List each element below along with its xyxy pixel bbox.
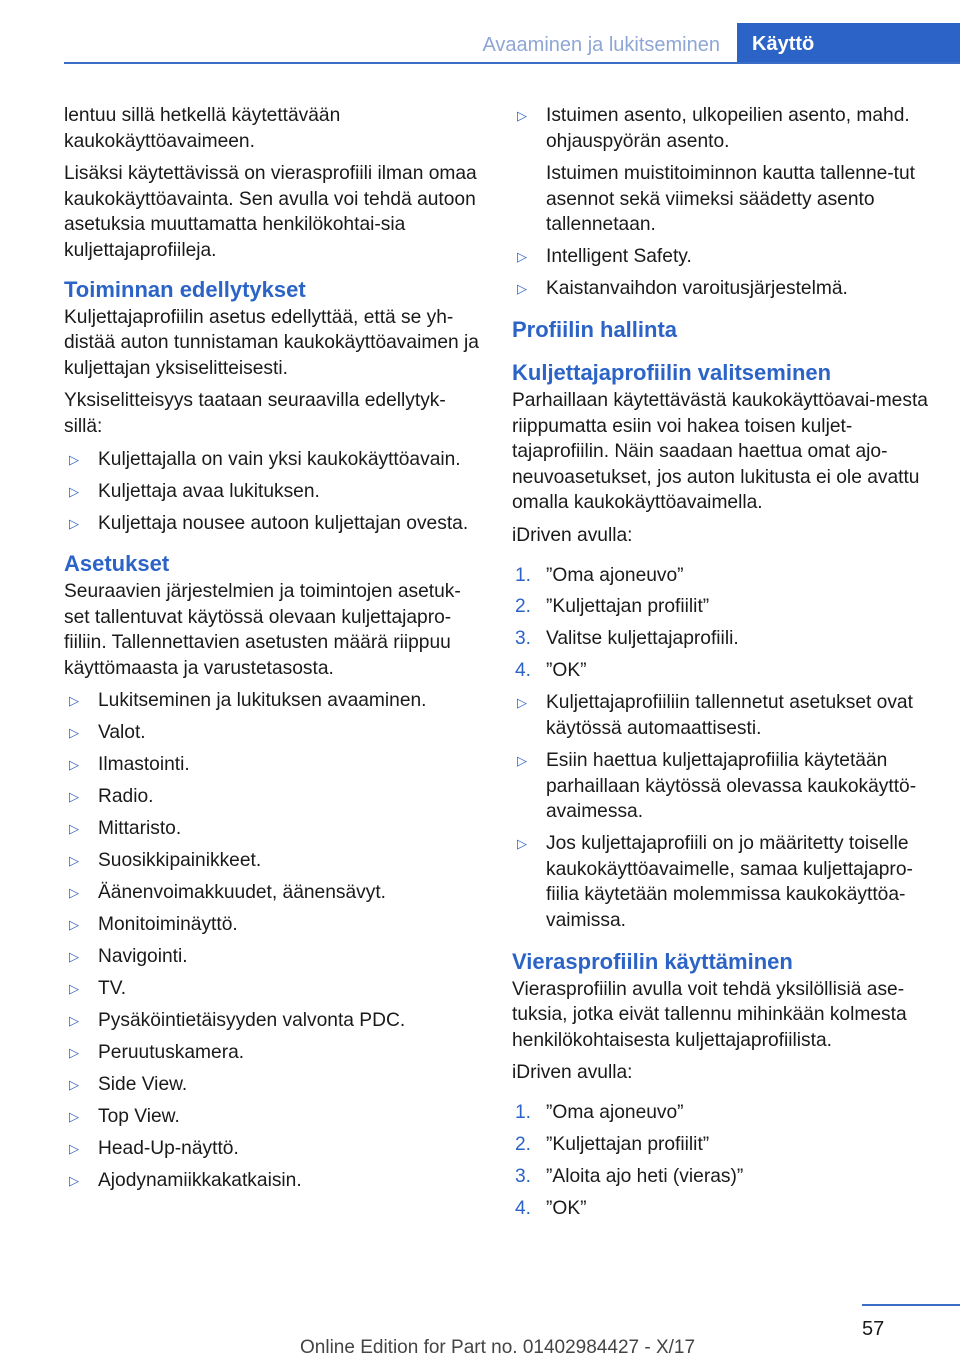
triangle-bullet-icon: ▷ [517,249,527,265]
settings-list [64,688,480,1193]
list-item: ▷ Valot. [64,720,480,746]
list-item: ▷ Jos kuljettajaprofiili on jo määritetty toiselle kaukokäyttöavaimelle, samaa kuljettajapro-fiilia käytetään molemmissa kaukokäyttöa-vaimissa. [517,833,913,931]
list-item: ▷ Kuljettaja avaa lukituksen. [64,479,480,505]
right-column [512,103,928,1228]
step-item: 2. ”Kuljettajan profiilit” [512,594,928,620]
body-paragraph: Seuraavien järjestelmien ja toimintojen asetuk-set tallentuvat käytössä olevaan kuljettajapro-fiiliin. Tallennettavien asetusten määrä riippuu käyttömaasta ja varustetasosta. [64,581,461,679]
list-item: ▷ Monitoiminäyttö. [64,912,480,938]
body-paragraph: Vierasprofiilin avulla voit tehdä yksilöllisiä ase-tuksia, jotka eivät tallennu mihinkään kolmesta henkilökohtaisesta kuljettajaprofiilista. [512,978,907,1051]
step-number: 1. [515,1101,532,1123]
list-item: ▷ Peruutuskamera. [64,1040,480,1066]
list-item: ▷ Kuljettajaprofiiliin tallennetut asetukset ovat käytössä automaattisesti. [517,692,913,740]
left-column [64,103,480,1200]
triangle-bullet-icon: ▷ [69,757,79,773]
page-number: 57 [862,1318,885,1340]
section-heading-select-profile: Kuljettajaprofiilin valitseminen [512,359,832,385]
section-heading-guest-profile: Vierasprofiilin käyttäminen [512,948,793,974]
step-item: 2. ”Kuljettajan profiilit” [512,1132,928,1158]
list-item: ▷ Kuljettajalla on vain yksi kaukokäyttöavain. [64,447,480,473]
intro-paragraph: lentuu sillä hetkellä käytettävään kaukokäyttöavaimeen. [64,105,341,152]
running-header-section: Avaaminen ja lukitseminen [482,34,720,56]
triangle-bullet-icon: ▷ [69,515,79,531]
chapter-tab: Käyttö [737,23,960,63]
list-item: ▷ Kaistanvaihdon varoitusjärjestelmä. [512,276,928,302]
select-notes-list [512,690,928,933]
list-item: ▷ Lukitseminen ja lukituksen avaaminen. [64,688,480,714]
footer-edition-note: Online Edition for Part no. 01402984427 - X/17 [300,1337,696,1358]
triangle-bullet-icon: ▷ [69,1013,79,1029]
step-number: 2. [515,596,532,618]
step-number: 3. [515,1165,532,1187]
list-item: ▷ Suosikkipainikkeet. [64,848,480,874]
triangle-bullet-icon: ▷ [69,1173,79,1189]
list-item: ▷ Istuimen asento, ulkopeilien asento, mahd. ohjauspyörän asento. Istuimen muistitoiminnon kautta tallenne-tut asennot sekä viimeksi säädetty asento tallennetaan. [512,103,928,238]
step-number: 2. [515,1133,532,1155]
step-number: 1. [515,564,532,586]
step-number: 3. [515,628,532,650]
triangle-bullet-icon: ▷ [69,789,79,805]
step-item: 3. ”Aloita ajo heti (vieras)” [512,1164,928,1190]
list-item: ▷ Esiin haettua kuljettajaprofiilia käytetään parhaillaan käytössä olevassa kaukokäyttö-avaimessa. [517,750,917,823]
triangle-bullet-icon: ▷ [517,108,527,123]
triangle-bullet-icon: ▷ [69,451,79,467]
list-item: ▷ Ilmastointi. [64,752,480,778]
section-heading-profile-management: Profiilin hallinta [512,316,678,342]
body-paragraph: Yksiselitteisyys taataan seuraavilla edellytyk-sillä: [64,390,446,437]
list-item: ▷ Intelligent Safety. [512,244,928,270]
triangle-bullet-icon: ▷ [517,836,527,852]
triangle-bullet-icon: ▷ [69,1109,79,1125]
idrive-label: iDriven avulla: [512,524,633,546]
list-item: ▷ Radio. [64,784,480,810]
prerequisites-list [64,447,480,537]
guest-steps-list [512,1100,928,1222]
triangle-bullet-icon: ▷ [69,917,79,933]
step-number: 4. [515,660,532,682]
step-item: 1. ”Oma ajoneuvo” [512,563,928,589]
list-item: ▷ Side View. [64,1072,480,1098]
triangle-bullet-icon: ▷ [69,1141,79,1157]
body-paragraph: Parhaillaan käytettävästä kaukokäyttöavai-mesta riippumatta esiin voi hakea toisen kuljet-tajaprofiilin. Näin saadaan haettua omat ajo-neuvoasetukset, jos auton lukitusta ei ole avattu omalla kaukokäyttöavaimella. [512,389,928,514]
list-item: ▷ Head-Up-näyttö. [64,1136,480,1162]
list-item: ▷ Mittaristo. [64,816,480,842]
list-item: ▷ Top View. [64,1104,480,1130]
select-steps-list [512,563,928,685]
step-item: 4. ”OK” [512,658,928,684]
step-number: 4. [515,1197,532,1219]
list-item-note: Istuimen muistitoiminnon kautta tallenne-tut asennot sekä viimeksi säädetty asento tallennetaan. [546,163,916,236]
triangle-bullet-icon: ▷ [69,853,79,869]
list-item: ▷ Äänenvoimakkuudet, äänensävyt. [64,880,480,906]
triangle-bullet-icon: ▷ [69,885,79,901]
triangle-bullet-icon: ▷ [69,981,79,997]
triangle-bullet-icon: ▷ [69,1045,79,1061]
intro-paragraph: Lisäksi käytettävissä on vierasprofiili ilman omaa kaukokäyttöavainta. Sen avulla voi tehdä autoon asetuksia muuttamatta henkilökohtai-sia kuljettajaprofiileja. [64,163,477,261]
triangle-bullet-icon: ▷ [69,693,79,709]
step-item: 3. Valitse kuljettajaprofiili. [512,626,928,652]
idrive-label: iDriven avulla: [512,1062,633,1084]
settings-list-continued [512,103,928,302]
triangle-bullet-icon: ▷ [69,483,79,499]
triangle-bullet-icon: ▷ [69,949,79,965]
list-item: ▷ Kuljettaja nousee autoon kuljettajan ovesta. [64,511,480,537]
step-item: 4. ”OK” [512,1196,928,1222]
body-paragraph: Kuljettajaprofiilin asetus edellyttää, että se yh-distää auton tunnistaman kaukokäyttöavaimen ja kuljettajan yksiselitteisesti. [64,306,479,379]
step-item: 1. ”Oma ajoneuvo” [512,1100,928,1126]
list-item: ▷ Pysäköintietäisyyden valvonta PDC. [64,1008,480,1034]
triangle-bullet-icon: ▷ [69,821,79,837]
triangle-bullet-icon: ▷ [69,1077,79,1093]
triangle-bullet-icon: ▷ [517,753,527,769]
list-item: ▷ Ajodynamiikkakatkaisin. [64,1168,480,1194]
triangle-bullet-icon: ▷ [517,281,527,297]
list-item: ▷ Navigointi. [64,944,480,970]
section-heading-prerequisites: Toiminnan edellytykset [64,276,306,302]
triangle-bullet-icon: ▷ [517,695,527,711]
section-heading-settings: Asetukset [64,551,170,577]
list-item: ▷ TV. [64,976,480,1002]
triangle-bullet-icon: ▷ [69,725,79,741]
header-divider [64,62,960,64]
footer-divider [862,1304,960,1306]
